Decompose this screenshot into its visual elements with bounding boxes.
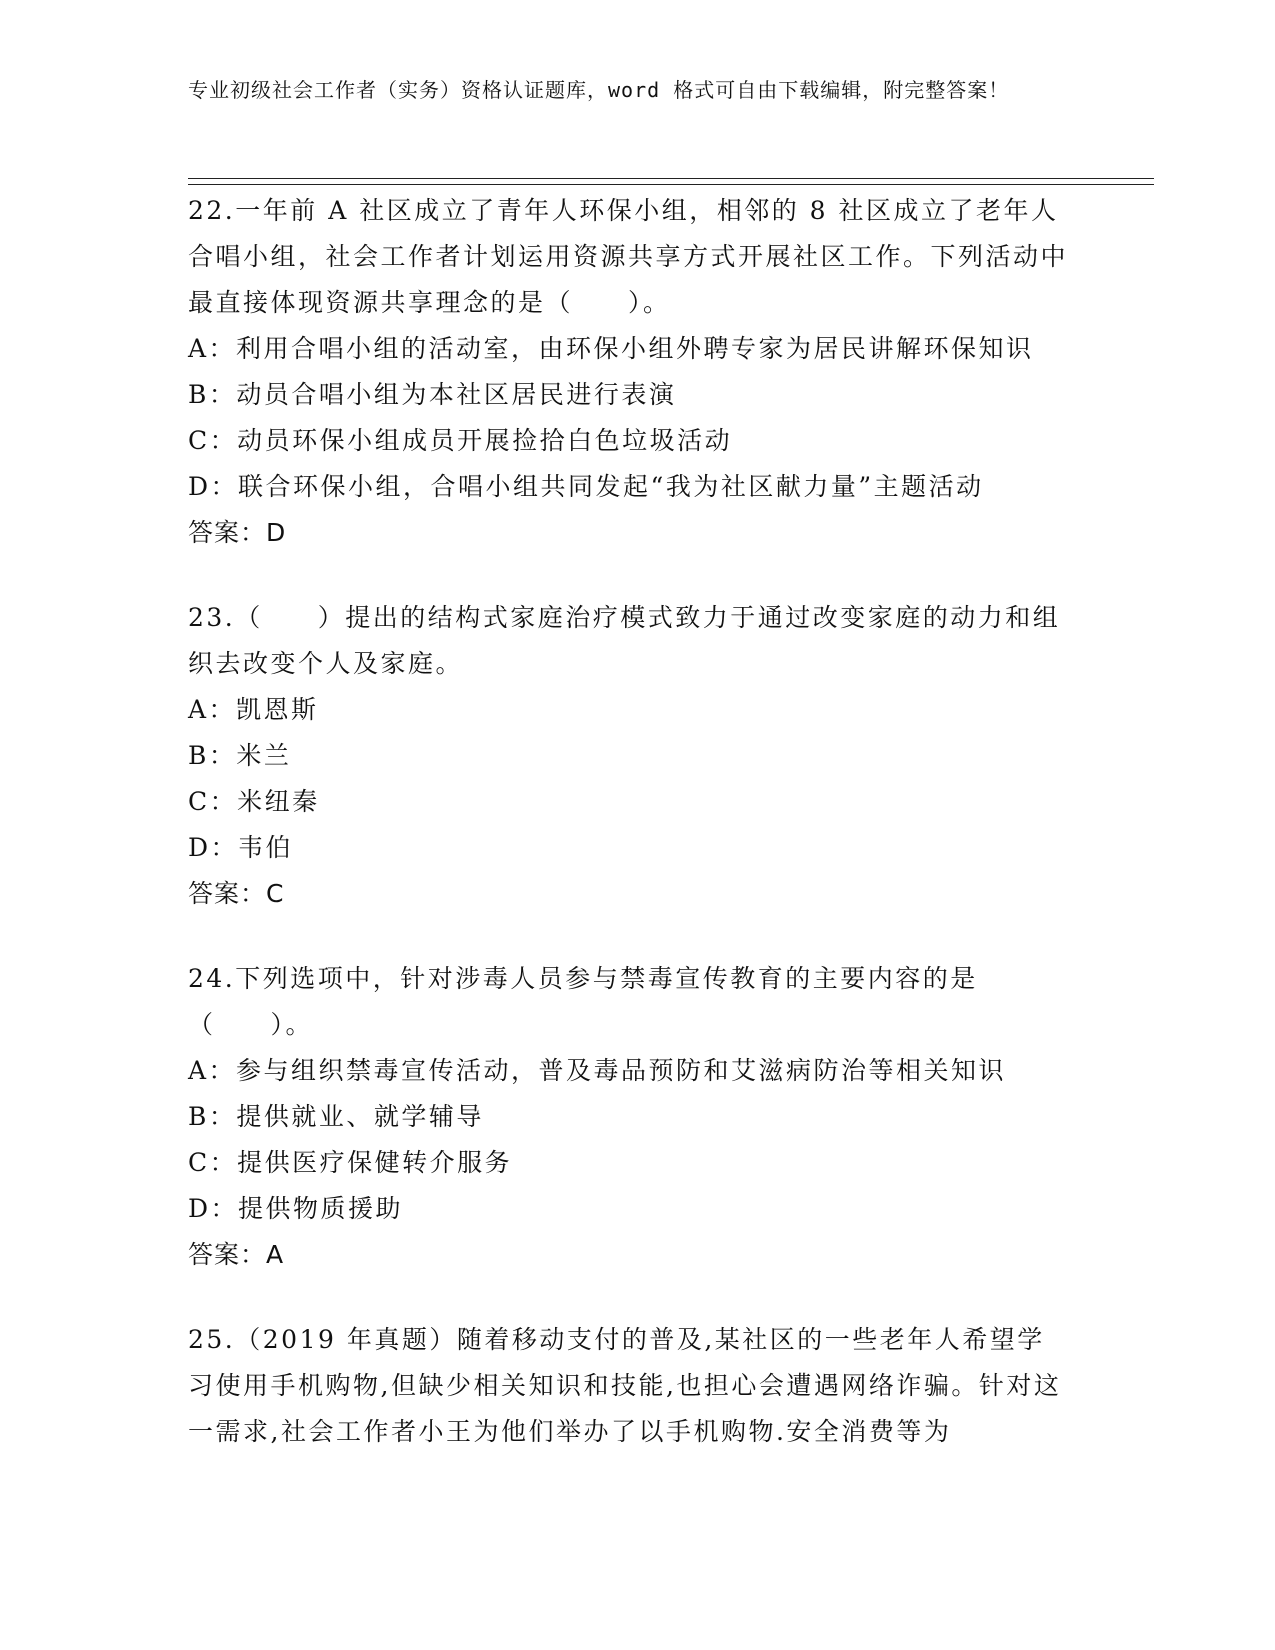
option-b: B：动员合唱小组为本社区居民进行表演 xyxy=(188,380,677,409)
option-a: A：凯恩斯 xyxy=(188,695,319,724)
document-header: 专业初级社会工作者（实务）资格认证题库，word 格式可自由下载编辑，附完整答案！ xyxy=(188,78,1010,102)
question-22 xyxy=(188,188,1068,556)
question-spacer xyxy=(188,917,1068,956)
option-b: B：米兰 xyxy=(188,741,292,770)
question-23 xyxy=(188,595,1068,917)
option-b: B：提供就业、就学辅导 xyxy=(188,1102,484,1131)
question-24 xyxy=(188,956,1068,1278)
option-c: C：米纽秦 xyxy=(188,787,320,816)
option-d: D：韦伯 xyxy=(188,833,294,862)
option-c: C：提供医疗保健转介服务 xyxy=(188,1148,513,1177)
question-spacer xyxy=(188,556,1068,595)
answer: 答案：C xyxy=(188,879,285,908)
question-list xyxy=(188,188,1068,1455)
question-text: 25.（2019 年真题）随着移动支付的普及,某社区的一些老年人希望学习使用手机购物,但缺少相关知识和技能,也担心会遭遇网络诈骗。针对这一需求,社会工作者小王为他们举办了以手机购物.安全消费等为 xyxy=(188,1325,1062,1446)
question-spacer xyxy=(188,1278,1068,1317)
question-text: 24.下列选项中，针对涉毒人员参与禁毒宣传教育的主要内容的是（ ）。 xyxy=(188,964,978,1039)
header-rule-top xyxy=(188,178,1154,179)
answer: 答案：A xyxy=(188,1240,285,1269)
question-text: 22.一年前 A 社区成立了青年人环保小组，相邻的 8 社区成立了老年人合唱小组，社会工作者计划运用资源共享方式开展社区工作。下列活动中最直接体现资源共享理念的是（ ）。 xyxy=(188,196,1069,317)
question-25 xyxy=(188,1317,1068,1455)
option-d: D：联合环保小组，合唱小组共同发起“我为社区献力量”主题活动 xyxy=(188,472,984,501)
header-rule-bottom xyxy=(188,184,1154,185)
option-c: C：动员环保小组成员开展捡拾白色垃圾活动 xyxy=(188,426,733,455)
option-a: A：利用合唱小组的活动室，由环保小组外聘专家为居民讲解环保知识 xyxy=(188,334,1034,363)
option-a: A：参与组织禁毒宣传活动，普及毒品预防和艾滋病防治等相关知识 xyxy=(188,1056,1007,1085)
question-text: 23.（ ）提出的结构式家庭治疗模式致力于通过改变家庭的动力和组织去改变个人及家庭。 xyxy=(188,603,1061,678)
option-d: D：提供物质援助 xyxy=(188,1194,404,1223)
answer: 答案：D xyxy=(188,518,287,547)
